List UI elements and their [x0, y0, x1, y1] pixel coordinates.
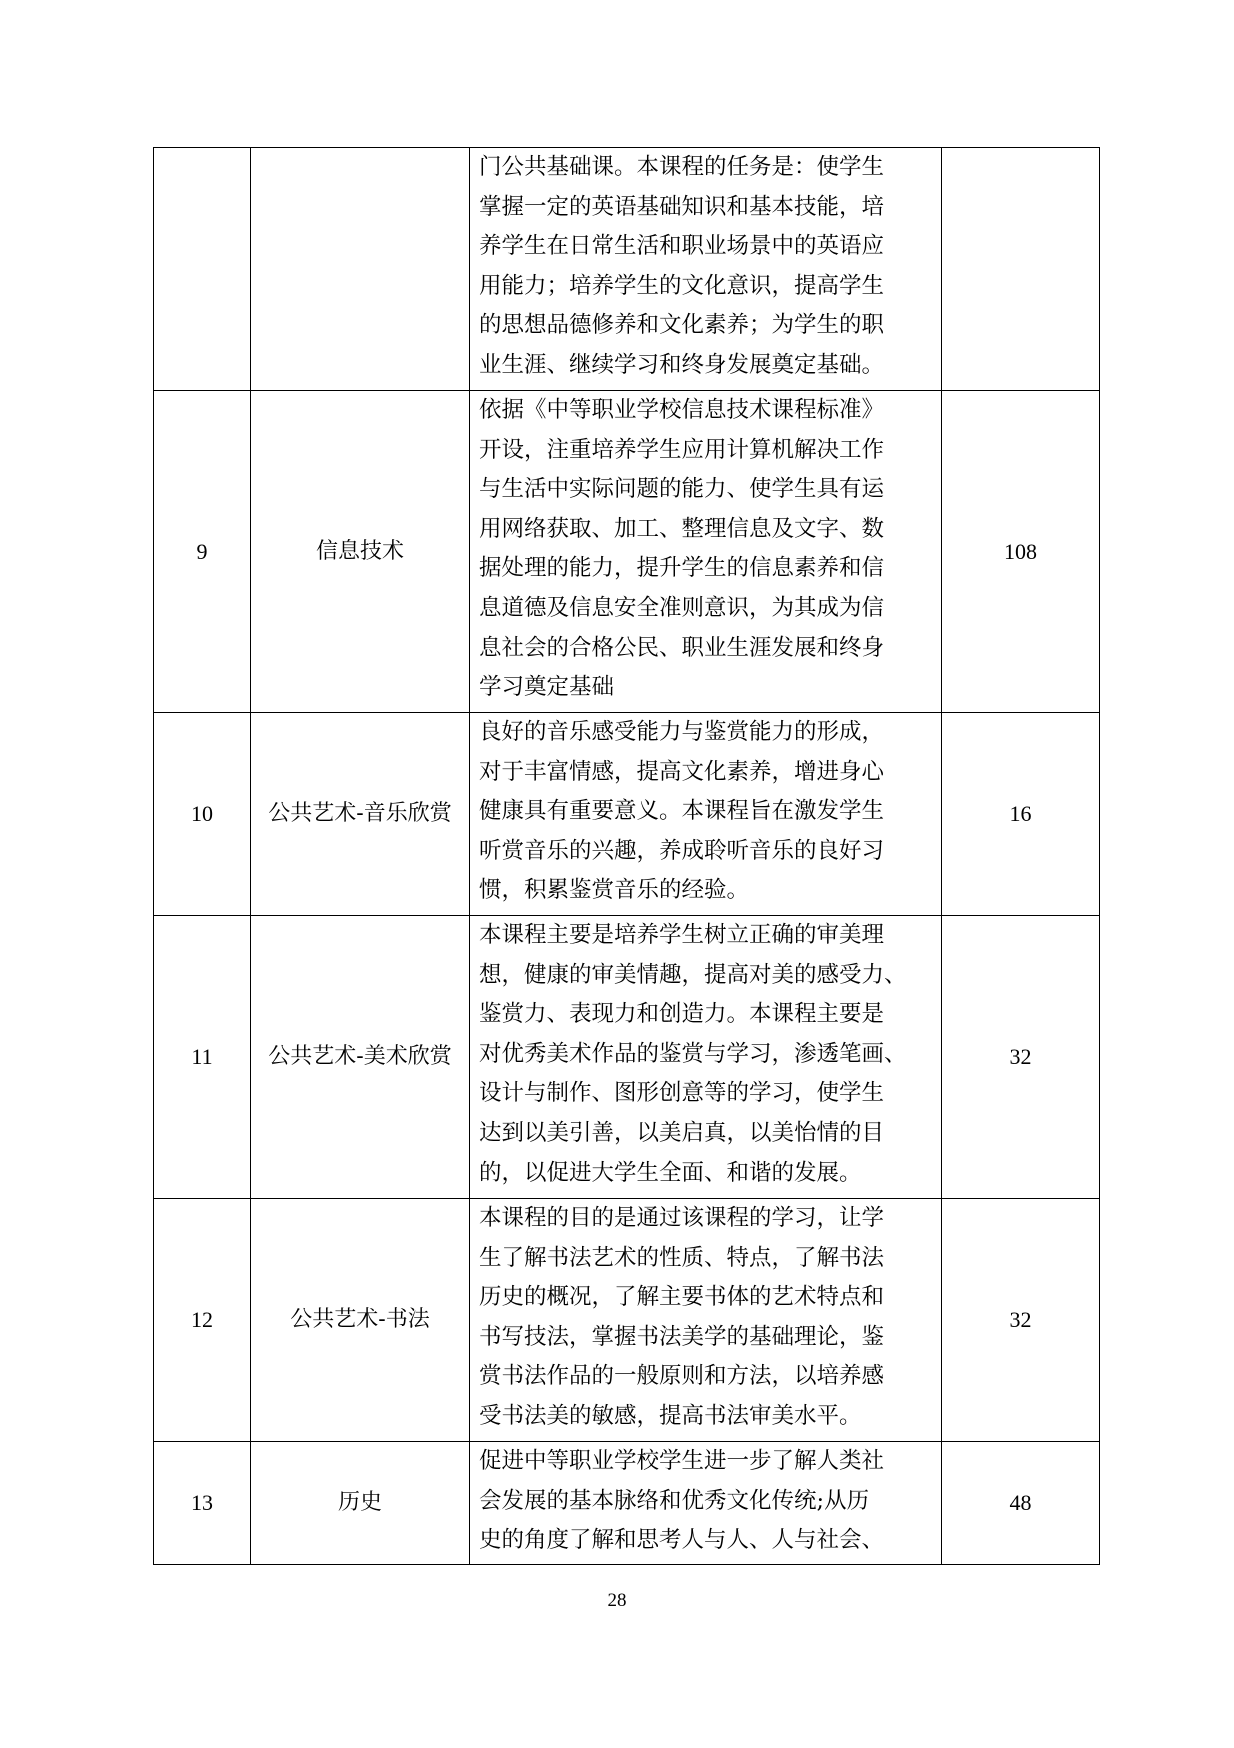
course-number: 9 — [154, 391, 251, 713]
course-name: 历史 — [251, 1442, 470, 1565]
table-row — [154, 713, 1100, 916]
course-description: 本课程主要是培养学生树立正确的审美理 想，健康的审美情趣，提高对美的感受力、 鉴赏力、表现力和创造力。本课程主要是 对优秀美术作品的鉴赏与学习，渗透笔画、 设计与制作、图形创意等的学习，使学生 达到以美引善，以美启真，以美怡情的目 的，以促进大学生全面、和谐的发展。 — [470, 916, 942, 1199]
course-description: 依据《中等职业学校信息技术课程标准》 开设，注重培养学生应用计算机解决工作 与生活中实际问题的能力、使学生具有运 用网络获取、加工、整理信息及文字、数 据处理的能力，提升学生的信息素养和信 息道德及信息安全准则意识，为其成为信 息社会的合格公民、职业生涯发展和终身 学习奠定基础 — [470, 391, 942, 713]
table-row — [154, 1199, 1100, 1442]
page-number: 28 — [607, 1590, 627, 1611]
table-row — [154, 148, 1100, 391]
course-number: 10 — [154, 713, 251, 916]
table-row — [154, 391, 1100, 713]
course-hours: 48 — [942, 1442, 1100, 1565]
course-number: 13 — [154, 1442, 251, 1565]
table-row — [154, 1442, 1100, 1565]
course-hours: 16 — [942, 713, 1100, 916]
course-description: 促进中等职业学校学生进一步了解人类社 会发展的基本脉络和优秀文化传统;从历 史的角度了解和思考人与人、人与社会、 — [470, 1442, 942, 1565]
course-number: 11 — [154, 916, 251, 1199]
course-hours — [942, 148, 1100, 391]
course-name: 公共艺术-美术欣赏 — [251, 916, 470, 1199]
course-name: 公共艺术-音乐欣赏 — [251, 713, 470, 916]
course-name — [251, 148, 470, 391]
course-number: 12 — [154, 1199, 251, 1442]
course-description: 良好的音乐感受能力与鉴赏能力的形成， 对于丰富情感，提高文化素养，增进身心 健康具有重要意义。本课程旨在激发学生 听赏音乐的兴趣，养成聆听音乐的良好习 惯，积累鉴赏音乐的经验。 — [470, 713, 942, 916]
course-name: 信息技术 — [251, 391, 470, 713]
course-hours: 32 — [942, 1199, 1100, 1442]
course-hours: 32 — [942, 916, 1100, 1199]
table-row — [154, 916, 1100, 1199]
course-description: 门公共基础课。本课程的任务是：使学生 掌握一定的英语基础知识和基本技能，培 养学生在日常生活和职业场景中的英语应 用能力；培养学生的文化意识，提高学生 的思想品德修养和文化素养；为学生的职 业生涯、继续学习和终身发展奠定基础。 — [470, 148, 942, 391]
course-name: 公共艺术-书法 — [251, 1199, 470, 1442]
course-hours: 108 — [942, 391, 1100, 713]
course-description: 本课程的目的是通过该课程的学习，让学 生了解书法艺术的性质、特点，了解书法 历史的概况，了解主要书体的艺术特点和 书写技法，掌握书法美学的基础理论，鉴 赏书法作品的一般原则和方法，以培养感 受书法美的敏感，提高书法审美水平。 — [470, 1199, 942, 1442]
course-number — [154, 148, 251, 391]
course-table — [153, 147, 1100, 1565]
